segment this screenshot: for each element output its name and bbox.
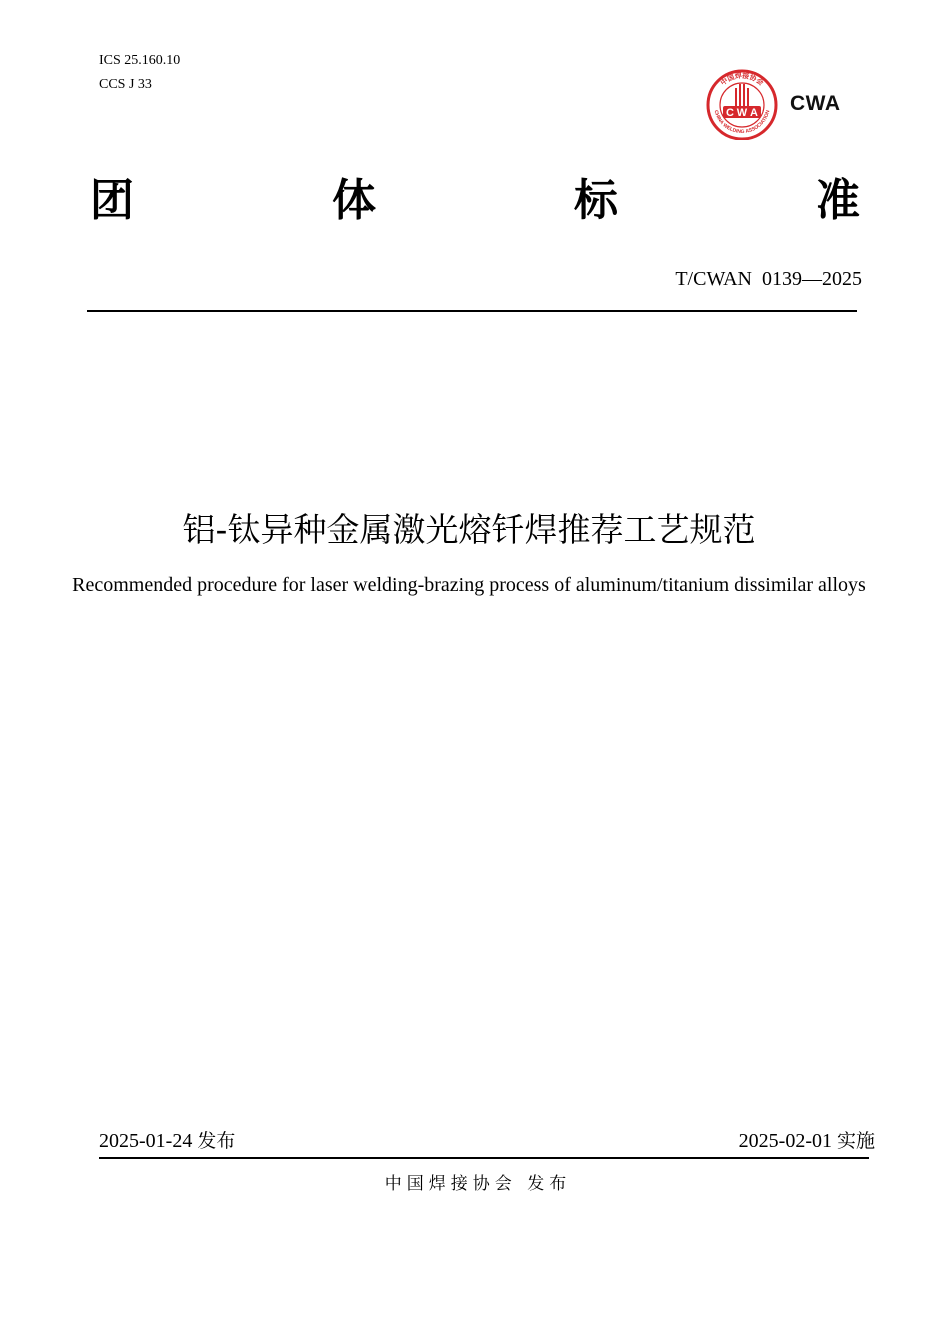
document-type-char: 准 [816, 175, 860, 226]
cwa-emblem-icon [705, 68, 785, 140]
logo-ring-top-text: 中国焊接协会 [719, 71, 765, 88]
ccs-code: CCS J 33 [99, 77, 152, 92]
implement-date: 2025-02-01 [738, 1130, 832, 1152]
logo-abbreviation: CWA [790, 92, 841, 115]
ics-code: ICS 25.160.10 [99, 53, 181, 68]
title-chinese: 铝-钛异种金属激光熔钎焊推荐工艺规范 [182, 510, 756, 549]
svg-text:中国焊接协会 [719, 71, 766, 88]
footer-divider [99, 1157, 869, 1159]
publisher-name: 中国焊接协会 [384, 1174, 517, 1194]
document-type-char: 标 [574, 175, 618, 226]
logo-letter-a: A [750, 107, 758, 119]
cwa-logo [705, 68, 855, 140]
document-type-char: 团 [90, 175, 134, 226]
header-divider [87, 310, 857, 312]
logo-letter-c: C [726, 107, 734, 119]
logo-ring-bottom-text: CHINA WELDING ASSOCIATION [712, 109, 772, 136]
document-type-char: 体 [332, 175, 376, 226]
classification-codes [99, 49, 180, 97]
implement-date-line [739, 1127, 875, 1155]
publish-date-line [99, 1127, 235, 1155]
title-english: Recommended procedure for laser welding-brazing process of aluminum/titanium dissimilar alloys [72, 574, 866, 596]
logo-letter-w: W [736, 107, 748, 119]
publish-label: 发布 [197, 1130, 236, 1152]
implement-label: 实施 [836, 1130, 875, 1152]
publish-date: 2025-01-24 [99, 1130, 193, 1152]
publisher-action: 发布 [527, 1174, 572, 1194]
publisher-line [0, 1170, 950, 1198]
standard-number: T/CWAN 0139—2025 [675, 268, 862, 290]
document-type-heading [90, 168, 860, 234]
